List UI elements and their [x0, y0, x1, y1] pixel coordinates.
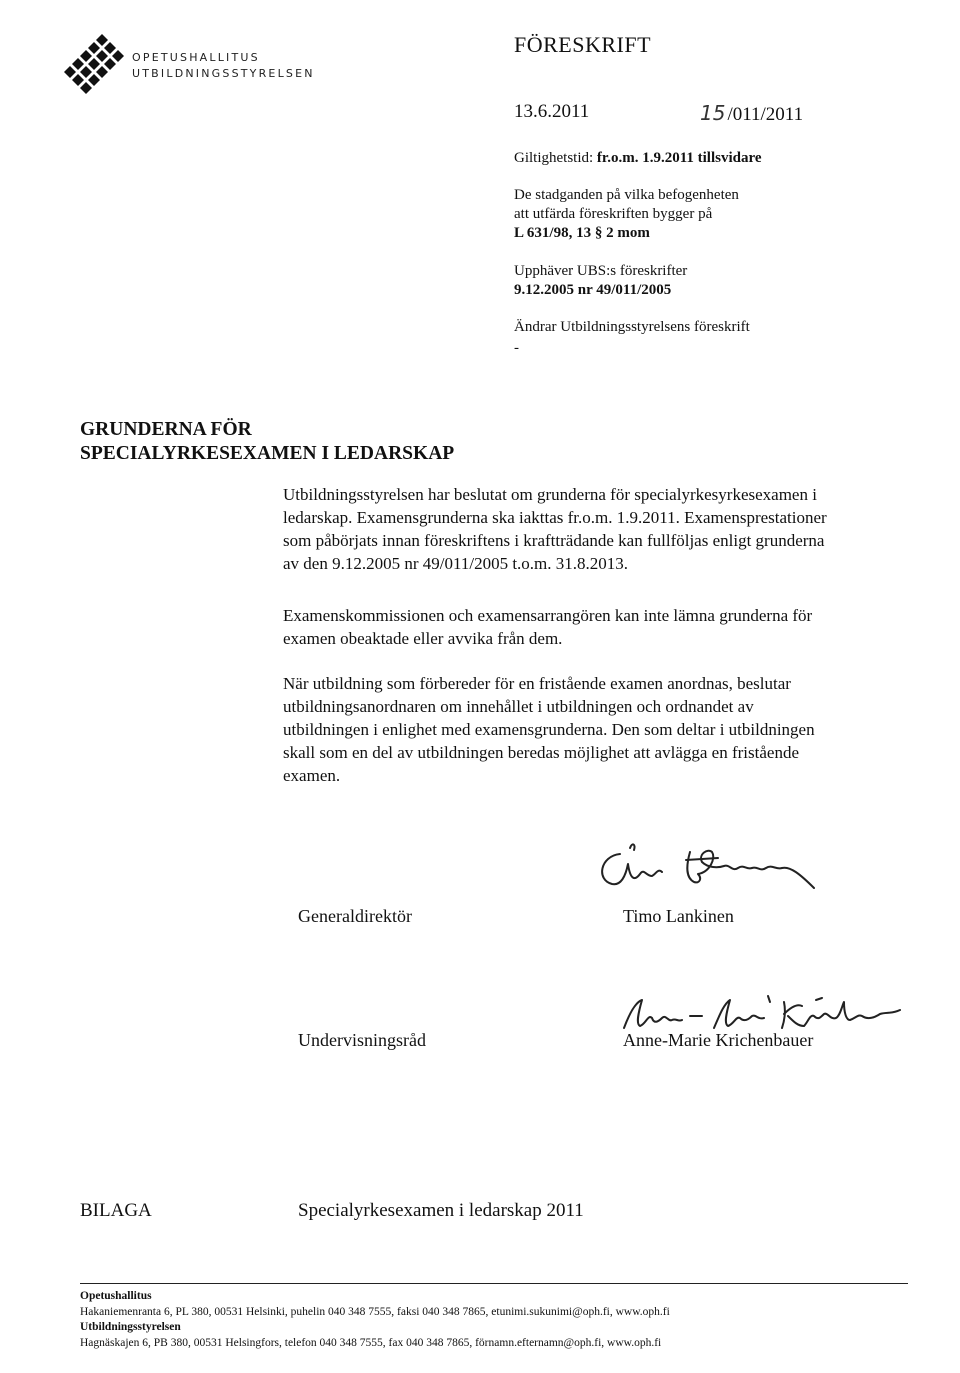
signatory-2-name: Anne-Marie Krichenbauer — [623, 1030, 814, 1050]
paragraph-line: examen. — [283, 766, 341, 785]
paragraph-line: ledarskap. Examensgrunderna ska iakttas fr.o.m. 1.9.2011. Examensprestationer — [283, 508, 827, 527]
signatory-1-name: Timo Lankinen — [623, 906, 734, 926]
title-line-2: SPECIALYRKESEXAMEN I LEDARSKAP — [80, 443, 455, 464]
paragraph-2 — [283, 604, 923, 650]
logo-text-finnish: OPETUSHALLITUS — [132, 51, 260, 64]
signatory-1-role: Generaldirektör — [298, 906, 412, 926]
footer-address-swedish: Hagnäskajen 6, PB 380, 00531 Helsingfors, telefon 040 348 7555, fax 040 348 7865, förnamn.efternamn@oph.fi, www.oph.fi — [80, 1336, 662, 1349]
paragraph-line: examen obeaktade eller avvika från dem. — [283, 629, 563, 648]
validity-value: fr.o.m. 1.9.2011 tillsvidare — [596, 150, 762, 166]
paragraph-line: utbildningsanordnaren om innehållet i utbildningen och ordnandet av — [283, 697, 754, 716]
paragraph-1 — [283, 483, 923, 575]
paragraph-line: Examenskommissionen och examensarrangören kan inte lämna grunderna för — [283, 606, 813, 625]
validity-label: Giltighetstid: — [514, 150, 594, 166]
attachment-label: BILAGA — [80, 1200, 152, 1221]
document-title — [80, 418, 454, 466]
paragraph-line: Utbildningsstyrelsen har beslutat om grunderna för specialyrkesyrkesexamen i — [283, 485, 817, 504]
agency-logo — [62, 30, 315, 100]
footer-address-finnish: Hakaniemenranta 6, PL 380, 00531 Helsinki, puhelin 040 348 7555, faksi 040 348 7865, etunimi.sukunimi@oph.fi, www.oph.fi — [80, 1305, 670, 1318]
authority-line-2: att utfärda föreskriften bygger på — [514, 206, 713, 222]
amends-block — [514, 318, 750, 358]
registration-suffix: /011/2011 — [727, 104, 804, 125]
attachment-title: Specialyrkesexamen i ledarskap 2011 — [298, 1200, 584, 1221]
document-type: FÖRESKRIFT — [514, 32, 652, 57]
footer-org-finnish: Opetushallitus — [80, 1290, 152, 1302]
paragraph-3 — [283, 672, 923, 787]
signatory-2-role: Undervisningsråd — [298, 1030, 426, 1050]
footer-org-swedish: Utbildningsstyrelsen — [80, 1321, 181, 1333]
authority-block — [514, 186, 739, 243]
footer-divider — [80, 1283, 908, 1284]
repeals-line-1: Upphäver UBS:s föreskrifter — [514, 263, 688, 279]
authority-line-1: De stadganden på vilka befogenheten — [514, 187, 739, 203]
repeals-line-2: 9.12.2005 nr 49/011/2005 — [514, 282, 672, 298]
signature-lankinen — [590, 838, 830, 908]
logo-text-swedish: UTBILDNINGSSTYRELSEN — [132, 67, 315, 80]
amends-line-2: - — [514, 340, 519, 356]
validity-line — [514, 149, 762, 168]
authority-line-3: L 631/98, 13 § 2 mom — [514, 225, 650, 241]
handwritten-number: 15 — [700, 101, 726, 125]
amends-line-1: Ändrar Utbildningsstyrelsens föreskrift — [514, 319, 750, 335]
title-line-1: GRUNDERNA FÖR — [80, 419, 252, 440]
document-date: 13.6.2011 — [514, 101, 590, 122]
paragraph-line: som påbörjats innan föreskriftens i kraftträdande kan fullföljas enligt grunderna — [283, 531, 825, 550]
paragraph-line: av den 9.12.2005 nr 49/011/2005 t.o.m. 31.8.2013. — [283, 554, 629, 573]
diamond-logo-icon — [62, 30, 126, 100]
repeals-block — [514, 262, 687, 300]
registration-number — [700, 101, 803, 126]
footer-contact — [80, 1289, 670, 1351]
paragraph-line: skall som en del av utbildningen beredas möjlighet att avlägga en fristående — [283, 743, 799, 762]
paragraph-line: När utbildning som förbereder för en fristående examen anordnas, beslutar — [283, 674, 791, 693]
paragraph-line: utbildningen i enlighet med examensgrunderna. Den som deltar i utbildningen — [283, 720, 815, 739]
